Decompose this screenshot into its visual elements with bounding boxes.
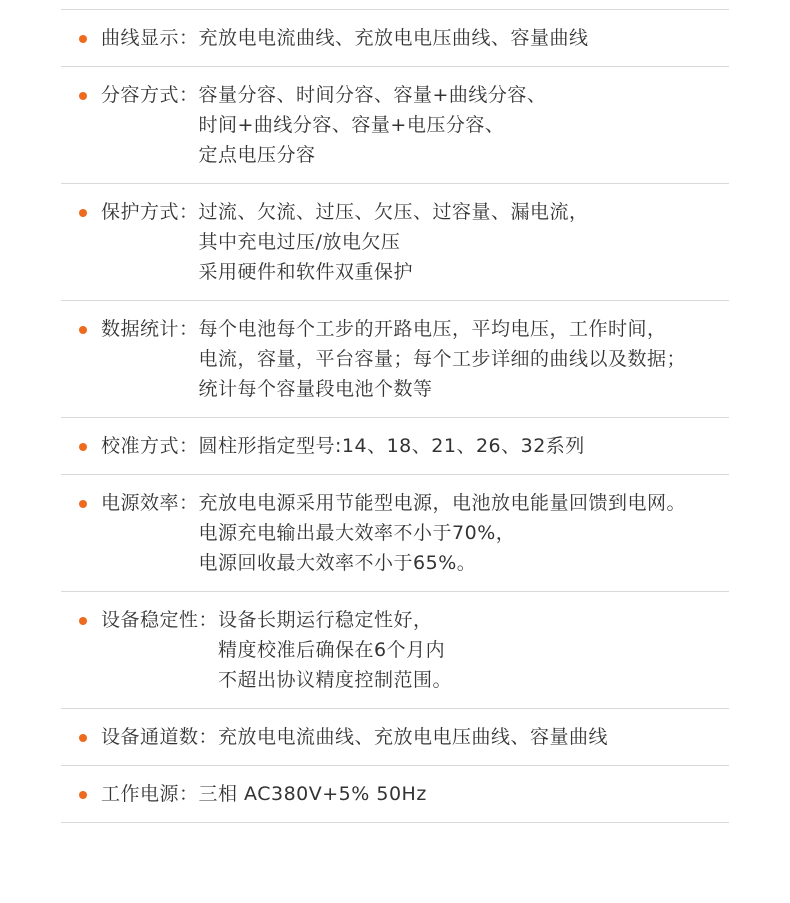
spec-label: 设备通道数： <box>101 726 219 748</box>
bullet-icon <box>79 326 87 334</box>
spec-row-grading-mode <box>61 67 729 184</box>
spec-value-line: 充放电电源采用节能型电源，电池放电能量回馈到电网。 <box>198 492 687 514</box>
spec-value-line: 电流，容量，平台容量；每个工步详细的曲线以及数据； <box>198 348 687 370</box>
spec-value-line: 充放电电流曲线、充放电电压曲线、容量曲线 <box>198 27 589 49</box>
spec-value <box>199 779 729 809</box>
bullet-icon <box>79 500 87 508</box>
spec-value <box>199 197 729 287</box>
bullet-icon <box>79 209 87 217</box>
spec-row-device-stability <box>61 592 729 709</box>
spec-list <box>61 9 729 823</box>
spec-value-line: 设备长期运行稳定性好， <box>218 609 433 631</box>
spec-value-line: 统计每个容量段电池个数等 <box>198 378 433 400</box>
bullet-icon <box>79 443 87 451</box>
spec-value-line: 充放电电流曲线、充放电电压曲线、容量曲线 <box>218 726 609 748</box>
spec-value-line: 电源充电输出最大效率不小于70%， <box>198 522 516 544</box>
bullet-icon <box>79 92 87 100</box>
bullet-icon <box>79 617 87 625</box>
spec-label: 工作电源： <box>101 783 199 805</box>
spec-value-line: 圆柱形指定型号:14、18、21、26、32系列 <box>198 435 585 457</box>
spec-value <box>199 23 729 53</box>
spec-value <box>218 722 729 752</box>
spec-label: 设备稳定性： <box>101 609 219 631</box>
spec-value-line: 容量分容、时间分容、容量+曲线分容、 <box>198 84 547 106</box>
spec-label: 校准方式： <box>101 435 199 457</box>
spec-label: 分容方式： <box>101 84 199 106</box>
spec-value-line: 时间+曲线分容、容量+电压分容、 <box>198 114 505 136</box>
spec-value-line: 电源回收最大效率不小于65%。 <box>198 552 477 574</box>
bullet-icon <box>79 791 87 799</box>
spec-label: 电源效率： <box>101 492 199 514</box>
spec-value-line: 其中充电过压/放电欠压 <box>198 231 401 253</box>
spec-value-line: 过流、欠流、过压、欠压、过容量、漏电流， <box>198 201 589 223</box>
spec-label: 曲线显示： <box>101 27 199 49</box>
spec-value-line: 采用硬件和软件双重保护 <box>198 261 414 283</box>
spec-row-power-efficiency <box>61 475 729 592</box>
spec-row-channel-count <box>61 709 729 766</box>
spec-row-data-statistics <box>61 301 729 418</box>
bullet-icon <box>79 734 87 742</box>
spec-value <box>218 605 729 695</box>
spec-row-calibration-mode <box>61 418 729 475</box>
spec-label: 数据统计： <box>101 318 199 340</box>
spec-value <box>199 488 729 578</box>
spec-value <box>199 314 729 404</box>
spec-value <box>199 431 729 461</box>
spec-value-line: 精度校准后确保在6个月内 <box>218 639 446 661</box>
spec-value-line: 不超出协议精度控制范围。 <box>218 669 453 691</box>
spec-value-line: 三相 AC380V+5% 50Hz <box>198 783 427 805</box>
spec-label: 保护方式： <box>101 201 199 223</box>
spec-value <box>199 80 729 170</box>
spec-row-curve-display <box>61 10 729 67</box>
bullet-icon <box>79 35 87 43</box>
spec-value-line: 定点电压分容 <box>198 144 316 166</box>
spec-value-line: 每个电池每个工步的开路电压，平均电压，工作时间， <box>198 318 667 340</box>
spec-row-working-power <box>61 766 729 823</box>
spec-row-protection-mode <box>61 184 729 301</box>
